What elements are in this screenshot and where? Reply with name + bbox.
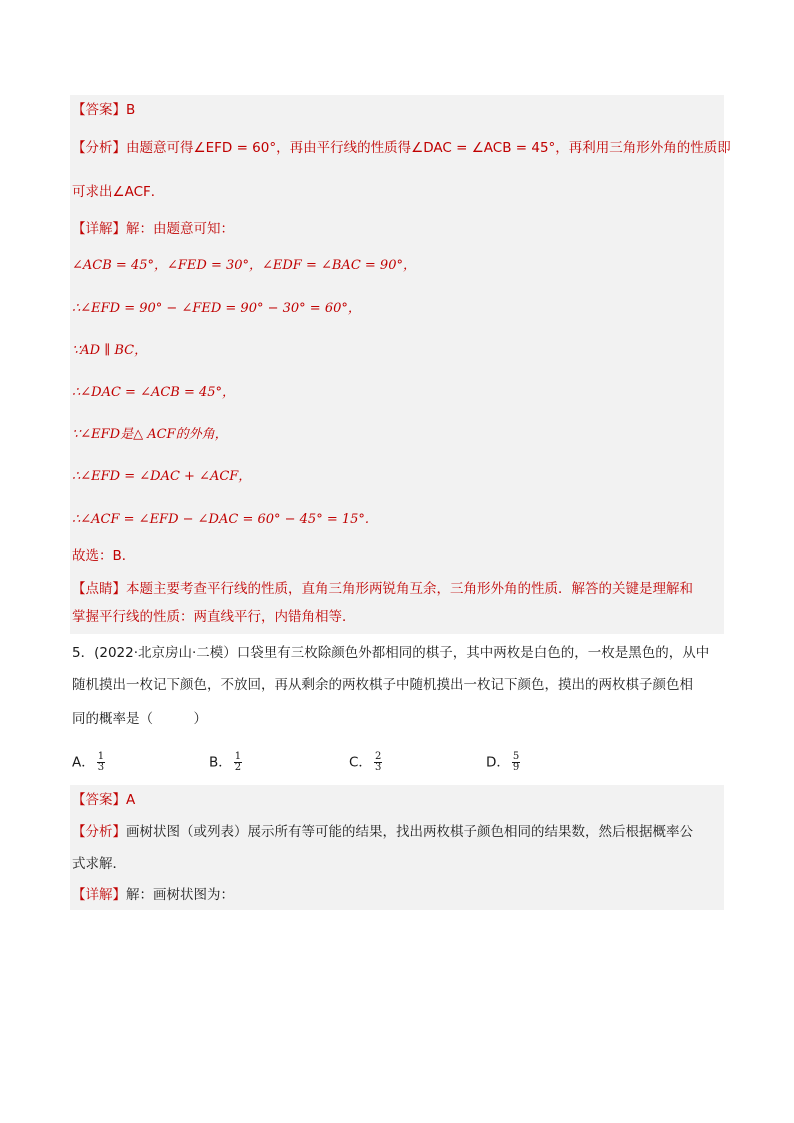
q4-step-4: ∴∠DAC = ∠ACB = 45°， [72, 385, 236, 400]
q5-option-a [72, 752, 105, 773]
q4-comment-line2: 掌握平行线的性质：两直线平行，内错角相等． [72, 609, 356, 625]
q5-analysis-text1: 画树状图（或列表）展示所有等可能的结果，找出两枚棋子颜色相同的结果数，然后根据概率公 [126, 824, 693, 840]
q4-detail-tag: 【详解】 [72, 221, 126, 237]
q5-analysis-line2: 式求解． [72, 856, 126, 872]
q4-step-1: ∠ACB = 45°，∠FED = 30°，∠EDF = ∠BAC = 90°， [72, 258, 416, 273]
q5-analysis-tag: 【分析】 [72, 824, 126, 840]
q5-detail-tag: 【详解】 [72, 887, 126, 903]
q5-answer: 【答案】A [72, 792, 136, 808]
q5-option-b [209, 752, 242, 773]
q5-detail-intro: 解：画树状图为： [126, 887, 234, 903]
q5-option-c [349, 752, 382, 773]
q5-detail-line [72, 885, 234, 905]
q4-choice: 故选：B． [72, 548, 136, 564]
q4-comment-line1 [72, 579, 693, 599]
q4-comment-text1: 本题主要考查平行线的性质，直角三角形两锐角互余，三角形外角的性质．解答的关键是理解和 [126, 581, 693, 597]
option-c-label: C． [349, 754, 372, 771]
q4-answer: 【答案】B [72, 102, 136, 118]
option-c-fraction [374, 752, 382, 773]
q4-solution-block [70, 95, 724, 634]
option-b-denominator: 2 [234, 762, 242, 773]
option-a-numerator: 1 [97, 751, 105, 762]
option-c-denominator: 3 [374, 762, 382, 773]
q5-stem-line1: 5．(2022·北京房山·二模）口袋里有三枚除颜色外都相同的棋子，其中两枚是白色的，一枚是黑色的，从中 [72, 645, 710, 661]
q4-step-6: ∴∠EFD = ∠DAC + ∠ACF， [72, 469, 252, 484]
q4-step-5: ∵∠EFD是△ ACF的外角， [72, 427, 228, 442]
q4-analysis-text1: 由题意可得∠EFD = 60°，再由平行线的性质得∠DAC = ∠ACB = 45°，再利用三角形外角的性质即 [126, 140, 731, 156]
q5-stem-line2: 随机摸出一枚记下颜色，不放回，再从剩余的两枚棋子中随机摸出一枚记下颜色，摸出的两枚棋子颜色相 [72, 677, 693, 693]
option-a-label: A． [72, 754, 95, 771]
q4-detail-intro: 解：由题意可知： [126, 221, 234, 237]
option-b-label: B． [209, 754, 232, 771]
option-d-label: D． [486, 754, 510, 771]
q5-analysis-line1 [72, 822, 693, 842]
q4-step-3: ∵AD ∥ BC， [72, 343, 148, 358]
q4-step-2: ∴∠EFD = 90° − ∠FED = 90° − 30° = 60°， [72, 301, 361, 316]
q4-analysis-tag: 【分析】 [72, 140, 126, 156]
option-c-numerator: 2 [374, 751, 382, 762]
option-d-fraction [512, 752, 520, 773]
option-b-fraction [234, 752, 242, 773]
option-b-numerator: 1 [234, 751, 242, 762]
q4-step-7: ∴∠ACF = ∠EFD − ∠DAC = 60° − 45° = 15°. [72, 512, 370, 527]
q5-stem-line3: 同的概率是（ ） [72, 711, 207, 727]
option-d-denominator: 9 [512, 762, 520, 773]
q4-analysis-line2: 可求出∠ACF． [72, 184, 165, 200]
q4-comment-tag: 【点睛】 [72, 581, 126, 597]
q4-analysis-line1 [72, 138, 731, 158]
option-a-fraction [97, 752, 105, 773]
option-d-numerator: 5 [512, 751, 520, 762]
option-a-denominator: 3 [97, 762, 105, 773]
q5-option-d [486, 752, 520, 773]
q4-detail-line [72, 219, 234, 239]
